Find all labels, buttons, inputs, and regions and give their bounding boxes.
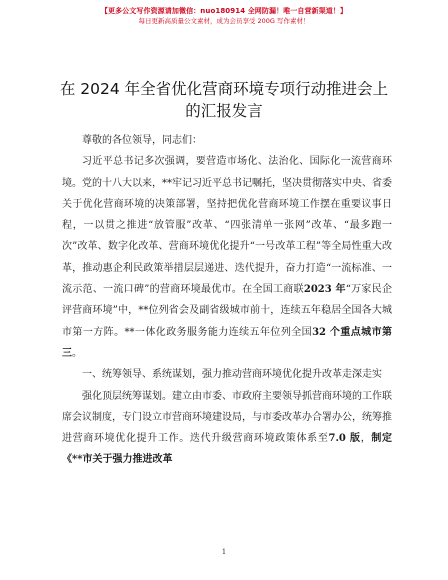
paragraph-1-text-c: 。	[72, 347, 82, 359]
document-title	[30, 78, 418, 122]
salutation: 尊敬的各位领导，同志们：	[82, 135, 202, 146]
paragraph-1-text-a: 习近平总书记多次强调，要营造市场化、法治化、国际化一流营商环境。党的十八大以来，**牢记习近平总书记嘱托，坚决贯彻落实中央、省委关于优化营商环境的决策部署，坚持把优化营商环境工作摆在重要议事日程，一以贯之推进“放管服”改革、“四张清单一张网”改革、“最多跑一次”改革、数字化改革、营商环境优化提升“一号改革工程”等全局性重大改革，推动惠企利民政策举措层层递进、迭代提升，奋力打造“一流标准、一流示范、一流口碑”的营商环境最优市。在全国工商联	[62, 156, 392, 296]
paragraph-2-text-b: ，	[360, 433, 372, 445]
promo-banner	[0, 6, 448, 26]
banner-line-1: 【更多公文写作资源请加微信：nuo180914 全网防漏！唯一自营新渠道！】	[100, 7, 348, 15]
section-heading-1: 一、统筹领导、系统谋划，强力推动营商环境优化提升改革走深走实	[82, 369, 382, 381]
page-number: 1	[221, 548, 227, 556]
paragraph-1-bold-b: 32 个重点城市第三	[62, 326, 392, 359]
paragraph-2-bold-a: 7.0 版	[328, 433, 361, 445]
paragraph-2	[62, 386, 392, 471]
title-line-2: 的汇报发言	[185, 102, 263, 120]
document-body	[62, 130, 392, 471]
paragraph-2-bold-b: 制定《**市关于强力推进改革	[62, 433, 393, 466]
paragraph-1-bold-a: 2023 年	[303, 284, 346, 296]
banner-line-2: 每日更新高质量公文素材，成为会员享受 200G 写作素材！	[138, 17, 310, 25]
paragraph-2-text-a: 强化顶层统筹谋划。建立由市委、市政府主要领导抓营商环境的工作联席会议制度，专门设立市营商环境建设局，与市委改革办合署办公，统筹推进营商环境优化提升工作。迭代升级营商环境政策体系至	[62, 390, 392, 445]
paragraph-1-text-b: “万家民企评营商环境”中，**位列省会及副省级城市前十，连续五年稳居全国各大城市第一方阵。**一体化政务服务能力连续五年位列全国	[62, 284, 392, 338]
paragraph-1	[62, 151, 392, 364]
title-line-1: 在 2024 年全省优化营商环境专项行动推进会上	[59, 80, 389, 98]
